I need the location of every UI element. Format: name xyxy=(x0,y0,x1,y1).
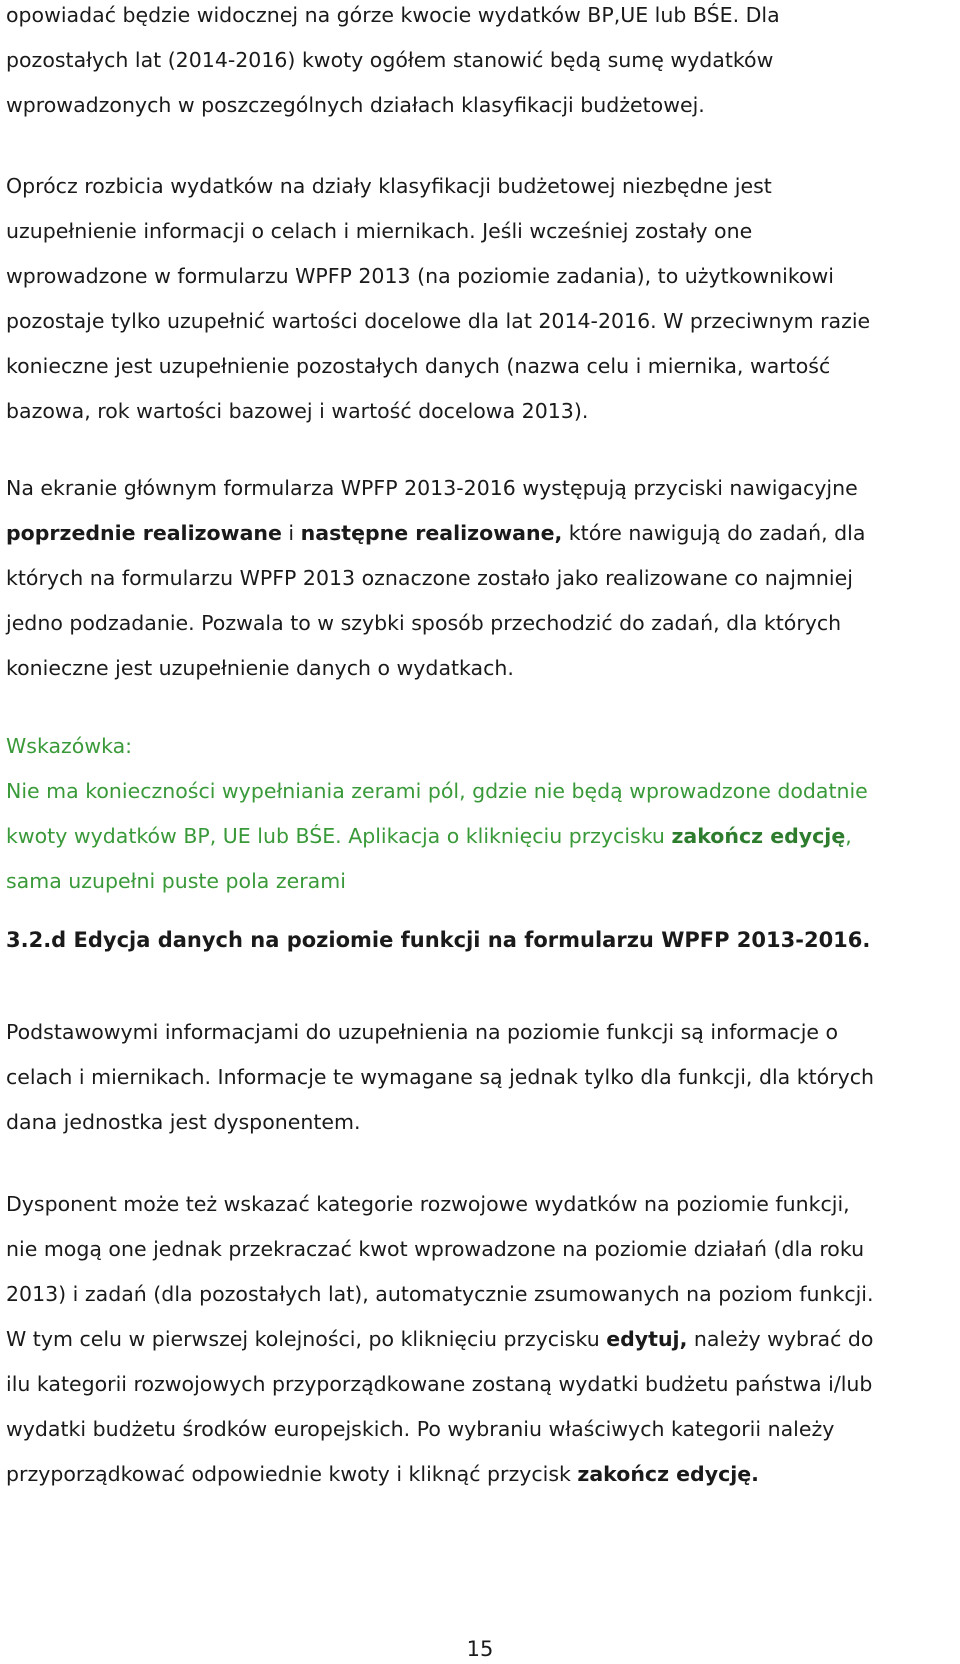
section-heading xyxy=(6,918,902,963)
text-line: wprowadzone w formularzu WPFP 2013 (na poziomie zadania), to użytkownikowi xyxy=(6,264,834,288)
text-line xyxy=(6,814,902,859)
text-line: celach i miernikach. Informacje te wymagane są jednak tylko dla funkcji, dla których xyxy=(6,1065,875,1089)
paragraph-navigation-buttons xyxy=(6,466,902,691)
finish-edit-button-name: zakończ edycję. xyxy=(577,1462,759,1486)
text-line xyxy=(6,1317,902,1362)
text-line: Oprócz rozbicia wydatków na działy klasyfikacji budżetowej niezbędne jest xyxy=(6,174,772,198)
previous-realized-button-name: poprzednie realizowane xyxy=(6,521,282,545)
text-line: bazowa, rok wartości bazowej i wartość docelowa 2013). xyxy=(6,399,589,423)
text-line: jedno podzadanie. Pozwala to w szybki sposób przechodzić do zadań, dla których xyxy=(6,611,842,635)
text-line: sama uzupełni puste pola zerami xyxy=(6,869,346,893)
text-line: pozostaje tylko uzupełnić wartości docelowe dla lat 2014-2016. W przeciwnym razie xyxy=(6,309,871,333)
text-line: dana jednostka jest dysponentem. xyxy=(6,1110,361,1134)
text-line: których na formularzu WPFP 2013 oznaczone zostało jako realizowane co najmniej xyxy=(6,566,853,590)
next-realized-button-name: następne realizowane, xyxy=(300,521,563,545)
text-line: Na ekranie głównym formularza WPFP 2013-2016 występują przyciski nawigacyjne xyxy=(6,476,858,500)
hint-title: Wskazówka: xyxy=(6,734,133,758)
text-fragment: kwoty wydatków BP, UE lub BŚE. Aplikacja o kliknięciu przycisku xyxy=(6,824,672,848)
text-fragment: które nawigują do zadań, dla xyxy=(562,521,866,545)
text-line: Podstawowymi informacjami do uzupełnienia na poziomie funkcji są informacje o xyxy=(6,1020,839,1044)
hint-box xyxy=(6,724,902,904)
text-line: ilu kategorii rozwojowych przyporządkowane zostaną wydatki budżetu państwa i/lub xyxy=(6,1372,873,1396)
paragraph-goals-measures xyxy=(6,164,902,434)
text-line xyxy=(6,511,902,556)
text-line: Dysponent może też wskazać kategorie rozwojowe wydatków na poziomie funkcji, xyxy=(6,1192,850,1216)
text-fragment: W tym celu w pierwszej kolejności, po kliknięciu przycisku xyxy=(6,1327,607,1351)
text-line xyxy=(6,1452,902,1497)
text-line: konieczne jest uzupełnienie danych o wydatkach. xyxy=(6,656,514,680)
edit-button-name: edytuj, xyxy=(606,1327,688,1351)
text-line: opowiadać będzie widocznej na górze kwocie wydatków BP,UE lub BŚE. Dla xyxy=(6,3,780,27)
text-fragment: przyporządkować odpowiednie kwoty i kliknąć przycisk xyxy=(6,1462,578,1486)
paragraph-expenses-summary xyxy=(6,0,902,128)
section-title: 3.2.d Edycja danych na poziomie funkcji na formularzu WPFP 2013-2016. xyxy=(6,928,871,952)
text-line: 2013) i zadań (dla pozostałych lat), automatycznie zsumowanych na poziom funkcji. xyxy=(6,1282,874,1306)
paragraph-disponent xyxy=(6,1182,902,1497)
text-line: pozostałych lat (2014-2016) kwoty ogółem stanowić będą sumę wydatków xyxy=(6,48,774,72)
finish-edit-button-name: zakończ edycję xyxy=(671,824,846,848)
text-fragment: , xyxy=(845,824,852,848)
paragraph-basic-info xyxy=(6,1010,902,1145)
page-number: 15 xyxy=(466,1637,494,1661)
text-line: wprowadzonych w poszczególnych działach klasyfikacji budżetowej. xyxy=(6,93,705,117)
text-fragment: należy wybrać do xyxy=(687,1327,874,1351)
text-line: wydatki budżetu środków europejskich. Po wybraniu właściwych kategorii należy xyxy=(6,1417,835,1441)
text-line: uzupełnienie informacji o celach i miernikach. Jeśli wcześniej zostały one xyxy=(6,219,753,243)
conjunction: i xyxy=(281,521,301,545)
text-line: konieczne jest uzupełnienie pozostałych danych (nazwa celu i miernika, wartość xyxy=(6,354,831,378)
text-line: Nie ma konieczności wypełniania zerami pól, gdzie nie będą wprowadzone dodatnie xyxy=(6,779,868,803)
text-line: nie mogą one jednak przekraczać kwot wprowadzone na poziomie działań (dla roku xyxy=(6,1237,865,1261)
